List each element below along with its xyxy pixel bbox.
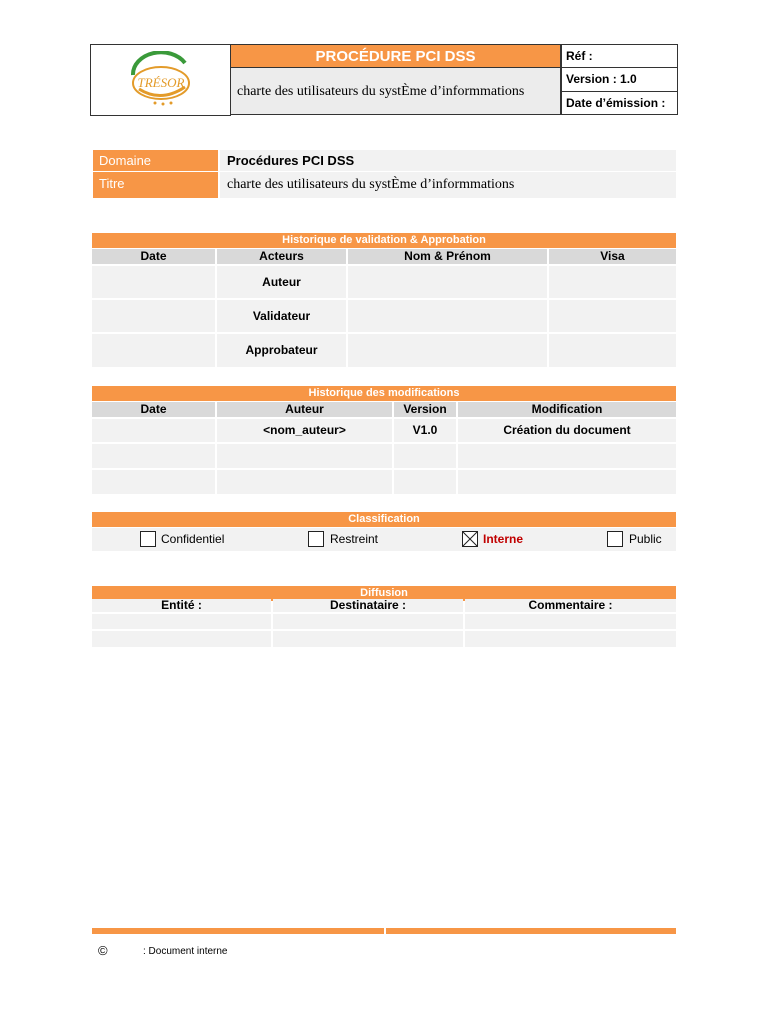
modifications-cell-version[interactable] (394, 444, 456, 468)
diffusion-col-entite: Entité : (92, 599, 271, 612)
validation-cell-date[interactable] (92, 266, 215, 298)
diffusion-cell-entite[interactable] (92, 614, 271, 629)
diffusion-cell-entite[interactable] (92, 631, 271, 647)
titre-value: charte des utilisateurs du systÈme d’informmations (220, 172, 676, 198)
footer-note: : Document interne (143, 946, 228, 957)
modifications-cell-date[interactable] (92, 419, 215, 442)
modifications-col-version: Version (394, 402, 456, 417)
modifications-cell-modification[interactable]: Création du document (458, 419, 676, 442)
domaine-label: Domaine (93, 150, 218, 171)
classification-label-restreint: Restreint (330, 532, 379, 546)
validation-col-nom: Nom & Prénom (348, 249, 547, 264)
validation-cell-nom[interactable] (348, 300, 547, 332)
classification-checkbox-confidentiel[interactable] (140, 531, 156, 547)
modifications-col-auteur: Auteur (217, 402, 392, 417)
classification-checkbox-restreint[interactable] (308, 531, 324, 547)
company-logo (125, 51, 197, 109)
validation-section-title: Historique de validation & Approbation (92, 233, 676, 248)
diffusion-cell-destinataire[interactable] (273, 614, 463, 629)
classification-label-public: Public (629, 532, 662, 546)
validation-cell-date[interactable] (92, 300, 215, 332)
footer-bar-left (92, 928, 384, 934)
modifications-cell-version[interactable]: V1.0 (394, 419, 456, 442)
modifications-cell-auteur[interactable]: <nom_auteur> (217, 419, 392, 442)
procedure-title: PROCÉDURE PCI DSS (230, 44, 561, 68)
modifications-cell-date[interactable] (92, 470, 215, 494)
diffusion-col-commentaire: Commentaire : (465, 599, 676, 612)
diffusion-col-destinataire: Destinataire : (273, 599, 463, 612)
svg-text:TRÉSOR: TRÉSOR (137, 75, 185, 90)
document-header (90, 44, 678, 116)
classification-checkbox-interne[interactable] (462, 531, 478, 547)
classification-label-interne: Interne (483, 532, 524, 546)
validation-col-acteurs: Acteurs (217, 249, 346, 264)
modifications-section-title: Historique des modifications (92, 386, 676, 401)
classification-label-confidentiel: Confidentiel (161, 532, 225, 546)
copyright-symbol: © (98, 943, 108, 958)
procedure-subtitle: charte des utilisateurs du systÈme d’informmations (230, 68, 561, 115)
modifications-cell-version[interactable] (394, 470, 456, 494)
validation-cell-date[interactable] (92, 334, 215, 367)
validation-cell-acteur: Auteur (217, 266, 346, 298)
validation-cell-visa[interactable] (549, 266, 676, 298)
validation-col-date: Date (92, 249, 215, 264)
modifications-cell-date[interactable] (92, 444, 215, 468)
titre-label: Titre (93, 172, 218, 198)
company-logo-cell (90, 44, 231, 116)
validation-cell-acteur: Approbateur (217, 334, 346, 367)
version-label: Version : 1.0 (561, 68, 678, 92)
reference-label: Réf : (561, 44, 678, 68)
diffusion-section-title: Diffusion (92, 586, 676, 601)
diffusion-cell-commentaire[interactable] (465, 614, 676, 629)
classification-section-title: Classification (92, 512, 676, 527)
diffusion-cell-commentaire[interactable] (465, 631, 676, 647)
footer-bar-right (386, 928, 676, 934)
modifications-cell-modification[interactable] (458, 444, 676, 468)
checkbox-cross-icon (463, 532, 477, 546)
validation-col-visa: Visa (549, 249, 676, 264)
validation-cell-acteur: Validateur (217, 300, 346, 332)
modifications-cell-auteur[interactable] (217, 470, 392, 494)
domaine-value: Procédures PCI DSS (220, 150, 676, 171)
emission-date-label: Date d’émission : (561, 92, 678, 115)
validation-cell-visa[interactable] (549, 300, 676, 332)
modifications-col-modification: Modification (458, 402, 676, 417)
classification-checkbox-public[interactable] (607, 531, 623, 547)
modifications-col-date: Date (92, 402, 215, 417)
validation-cell-nom[interactable] (348, 266, 547, 298)
modifications-cell-auteur[interactable] (217, 444, 392, 468)
diffusion-cell-destinataire[interactable] (273, 631, 463, 647)
validation-cell-visa[interactable] (549, 334, 676, 367)
validation-cell-nom[interactable] (348, 334, 547, 367)
modifications-cell-modification[interactable] (458, 470, 676, 494)
